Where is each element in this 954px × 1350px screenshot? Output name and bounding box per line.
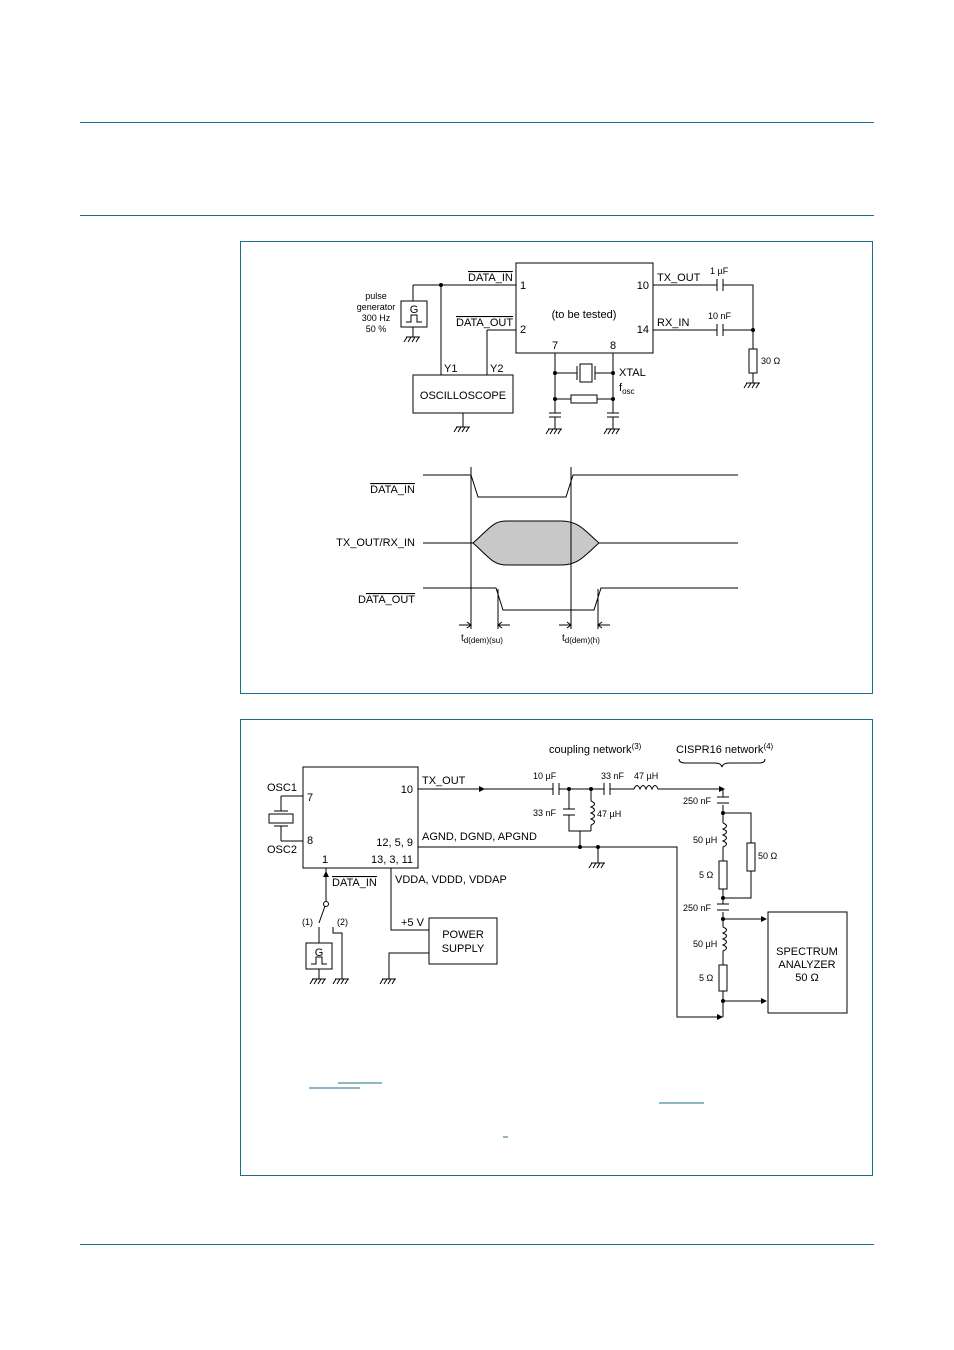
power-supply bbox=[429, 918, 497, 964]
resistor-5-b bbox=[719, 965, 727, 991]
ic-under-test bbox=[516, 263, 653, 353]
sw1-label: (1) bbox=[302, 917, 313, 927]
transceiver-ic bbox=[303, 767, 418, 868]
ground-icon bbox=[744, 373, 760, 388]
figure-demodulation-timing bbox=[240, 241, 873, 694]
resistor-50 bbox=[747, 843, 755, 871]
figure-emission-test-setup bbox=[240, 719, 873, 1176]
xtal-label: XTAL bbox=[619, 367, 646, 379]
ground-icon bbox=[589, 847, 605, 868]
analyzer-line-1: SPECTRUM bbox=[776, 946, 838, 958]
cap-250nf-a bbox=[717, 797, 729, 803]
r-5-b-label: 5 Ω bbox=[699, 973, 714, 983]
link-underlines bbox=[309, 1083, 704, 1137]
sw2-label: (2) bbox=[337, 917, 348, 927]
c-250-b-label: 250 nF bbox=[683, 903, 712, 913]
gnd-label: AGND, DGND, APGND bbox=[422, 831, 537, 843]
y2-label: Y2 bbox=[490, 363, 504, 375]
data-out-label: DATA_OUT bbox=[456, 317, 514, 329]
ic-pin10: 10 bbox=[636, 280, 649, 292]
vdd-label: VDDA, VDDD, VDDAP bbox=[395, 874, 507, 886]
resistor-30 bbox=[749, 349, 757, 373]
l-47-a-label: 47 µH bbox=[634, 771, 659, 781]
osc1-label: OSC1 bbox=[267, 782, 297, 794]
ground-icon bbox=[404, 327, 420, 342]
pins-vdd-label: 13, 3, 11 bbox=[371, 854, 413, 866]
header-rule-top bbox=[80, 122, 874, 123]
pulse-line-2: generator bbox=[356, 302, 396, 312]
timing-data-in-label: DATA_IN bbox=[370, 484, 415, 496]
osc-crystal bbox=[269, 814, 293, 823]
xtal-wires bbox=[555, 353, 613, 413]
tsu-arrows bbox=[459, 622, 510, 628]
th-label: $t_{d(dem)(h)}$ bbox=[562, 633, 600, 645]
ground-icon bbox=[333, 979, 349, 984]
timing-data-out-label: DATA_OUT bbox=[357, 594, 415, 606]
pulse-line-4: 50 % bbox=[365, 324, 387, 334]
timing-txrx-envelope bbox=[473, 521, 599, 565]
pin7-label: 7 bbox=[307, 792, 314, 804]
cap-1uf-label: 1 µF bbox=[710, 266, 729, 276]
xtal-cap-right bbox=[607, 413, 619, 417]
data-in-label: DATA_IN bbox=[468, 272, 513, 284]
ground-icon bbox=[380, 953, 429, 984]
analyzer-line-2: ANALYZER bbox=[778, 959, 836, 971]
coupling-network-label: coupling network$^{(3)}$ bbox=[549, 742, 642, 756]
inductor-50uh-a bbox=[723, 823, 727, 861]
r-5-a-label: 5 Ω bbox=[699, 870, 714, 880]
ground-icon bbox=[454, 413, 470, 432]
plus5v-label: +5 V bbox=[401, 917, 424, 929]
ic-pin14: 14 bbox=[636, 324, 649, 336]
xtal-resistor bbox=[571, 395, 597, 403]
tx-out-label: TX_OUT bbox=[422, 775, 466, 787]
cap-10uf bbox=[553, 783, 559, 795]
l-50-a-label: 50 µH bbox=[693, 835, 718, 845]
timing-txrx-label: TX_OUT/RX_IN bbox=[336, 537, 415, 549]
tsu-label: $t_{d(dem)(su)}$ bbox=[461, 633, 503, 645]
cap-10nf-label: 10 nF bbox=[708, 311, 732, 321]
pin10-label: 10 bbox=[400, 784, 413, 796]
ic-pin8: 8 bbox=[610, 340, 617, 352]
cap-33nf-shunt bbox=[563, 809, 575, 815]
th-arrows bbox=[559, 622, 610, 628]
power-line-2: SUPPLY bbox=[441, 943, 485, 955]
cap-33nf-series bbox=[604, 783, 610, 795]
top-figure-svg bbox=[241, 242, 874, 695]
l-50-b-label: 50 µH bbox=[693, 939, 718, 949]
c-33nf-a-label: 33 nF bbox=[601, 771, 625, 781]
c-33nf-b-label: 33 nF bbox=[533, 808, 557, 818]
l-47-b-label: 47 µH bbox=[597, 809, 622, 819]
pulse-line-3: 300 Hz bbox=[361, 313, 391, 323]
switch-lever bbox=[319, 906, 325, 923]
ic-pin2: 2 bbox=[520, 324, 527, 336]
xtal-cap-left bbox=[549, 413, 561, 417]
ground-icon bbox=[310, 969, 326, 984]
inductor-47uh-shunt bbox=[591, 801, 595, 825]
power-line-1: POWER bbox=[442, 929, 484, 941]
inductor-47uh-series bbox=[634, 786, 658, 790]
crystal bbox=[580, 364, 592, 382]
osc2-label: OSC2 bbox=[267, 844, 297, 856]
shunt-wires bbox=[569, 789, 591, 847]
oscilloscope-label: OSCILLOSCOPE bbox=[419, 390, 507, 402]
bottom-figure-svg bbox=[241, 720, 874, 1177]
data-in-label: DATA_IN bbox=[332, 877, 377, 889]
timing-data-out-waveform bbox=[423, 588, 738, 610]
r-50-label: 50 Ω bbox=[758, 851, 778, 861]
pin1-label: 1 bbox=[322, 854, 329, 866]
resistor-5-a bbox=[719, 861, 727, 889]
footer-rule bbox=[80, 1244, 874, 1245]
header-rule-bottom bbox=[80, 215, 874, 216]
pulse-line-1: pulse bbox=[365, 291, 387, 301]
analyzer-line-3: 50 Ω bbox=[795, 972, 819, 984]
c-250-a-label: 250 nF bbox=[683, 796, 712, 806]
ic-pin7: 7 bbox=[552, 340, 559, 352]
generator-g-label: G bbox=[314, 947, 324, 959]
capacitor-1uf bbox=[717, 279, 723, 291]
generator-g-label: G bbox=[409, 304, 419, 316]
ground-icon bbox=[546, 417, 562, 434]
cap-250nf-b bbox=[717, 904, 729, 910]
res-30-label: 30 Ω bbox=[761, 356, 781, 366]
ic-pin1: 1 bbox=[520, 280, 527, 292]
fosc-label: $f_{osc}$ bbox=[619, 382, 635, 396]
c-10uf-label: 10 µF bbox=[533, 771, 557, 781]
ic-label: (to be tested) bbox=[551, 309, 617, 321]
pin8-label: 8 bbox=[307, 835, 314, 847]
pins-gnd-label: 12, 5, 9 bbox=[376, 837, 413, 849]
cispr-brace bbox=[679, 759, 765, 767]
cispr-label: CISPR16 network$^{(4)}$ bbox=[676, 742, 774, 756]
ground-icon bbox=[604, 417, 620, 434]
timing-data-in-waveform bbox=[423, 475, 738, 497]
tx-out-label: TX_OUT bbox=[657, 272, 701, 284]
rx-in-label: RX_IN bbox=[657, 317, 690, 329]
switch-pivot bbox=[324, 902, 329, 907]
y1-label: Y1 bbox=[444, 363, 458, 375]
capacitor-10nf bbox=[717, 324, 723, 336]
inductor-50uh-b bbox=[723, 927, 727, 965]
